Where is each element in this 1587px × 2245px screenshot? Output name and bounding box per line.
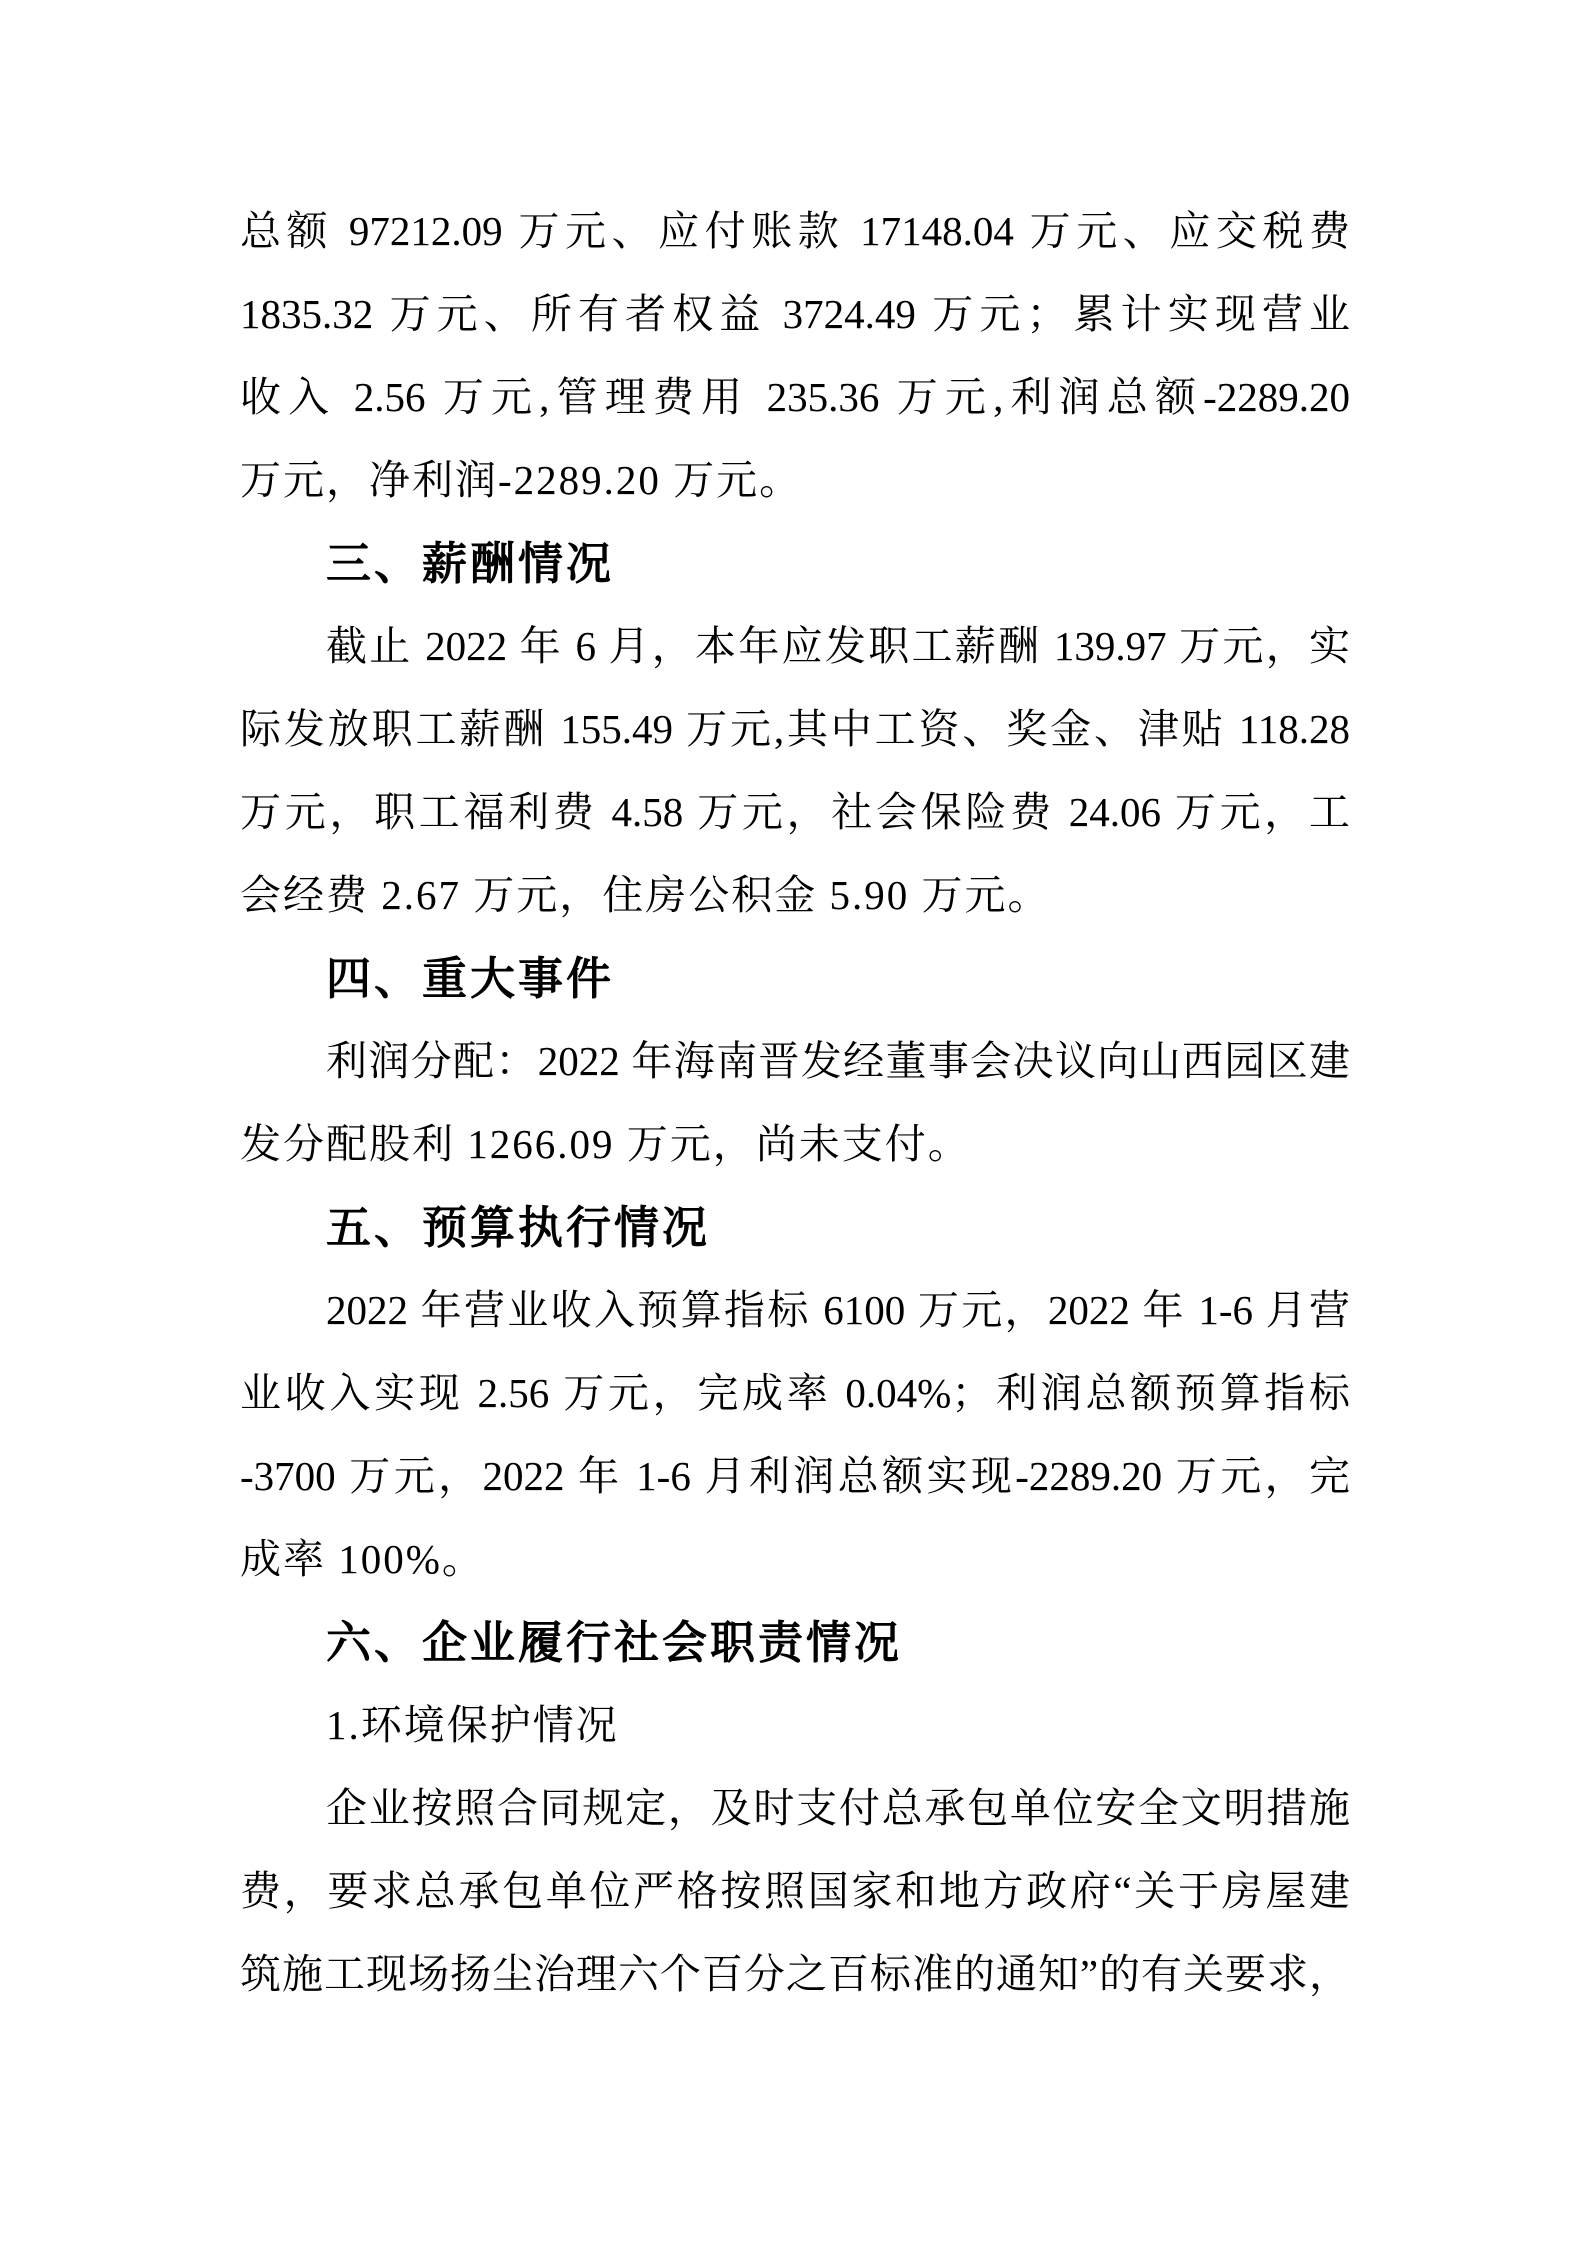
doc-line: 成率 100%。	[240, 1536, 485, 1582]
doc-line: 筑施工现场扬尘治理六个百分之百标准的通知”的有关要求，	[240, 1951, 1350, 1997]
doc-line: -3700 万元，2022 年 1-6 月利润总额实现-2289.20 万元，完	[240, 1453, 1350, 1499]
doc-line: 业收入实现 2.56 万元，完成率 0.04%；利润总额预算指标	[240, 1370, 1350, 1416]
doc-line: 利润分配：2022 年海南晋发经董事会决议向山西园区建	[326, 1038, 1350, 1084]
heading-major-events-section: 四、重大事件	[326, 953, 615, 1004]
doc-line: 万元，净利润-2289.20 万元。	[240, 457, 803, 503]
doc-line: 万元，职工福利费 4.58 万元，社会保险费 24.06 万元，工	[240, 789, 1350, 835]
heading-social-responsibility-section: 六、企业履行社会职责情况	[326, 1617, 903, 1668]
doc-line: 费，要求总承包单位严格按照国家和地方政府“关于房屋建	[240, 1868, 1350, 1914]
doc-line: 发分配股利 1266.09 万元，尚未支付。	[240, 1121, 971, 1167]
document-text-block	[240, 190, 1350, 2016]
doc-line: 会经费 2.67 万元，住房公积金 5.90 万元。	[240, 872, 1051, 918]
doc-line: 2022 年营业收入预算指标 6100 万元，2022 年 1-6 月营	[326, 1287, 1350, 1333]
doc-line: 总额 97212.09 万元、应付账款 17148.04 万元、应交税费	[240, 208, 1350, 254]
heading-salary-section: 三、薪酬情况	[326, 538, 615, 589]
doc-line: 截止 2022 年 6 月，本年应发职工薪酬 139.97 万元，实	[326, 623, 1350, 669]
doc-line: 1835.32 万元、所有者权益 3724.49 万元；累计实现营业	[240, 291, 1350, 337]
subheading-environment-protection: 1.环境保护情况	[326, 1702, 619, 1748]
doc-line: 企业按照合同规定，及时支付总承包单位安全文明措施	[326, 1785, 1350, 1831]
doc-line: 际发放职工薪酬 155.49 万元,其中工资、奖金、津贴 118.28	[240, 706, 1350, 752]
heading-budget-execution-section: 五、预算执行情况	[326, 1202, 711, 1253]
doc-line: 收入 2.56 万元,管理费用 235.36 万元,利润总额-2289.20	[240, 374, 1350, 420]
